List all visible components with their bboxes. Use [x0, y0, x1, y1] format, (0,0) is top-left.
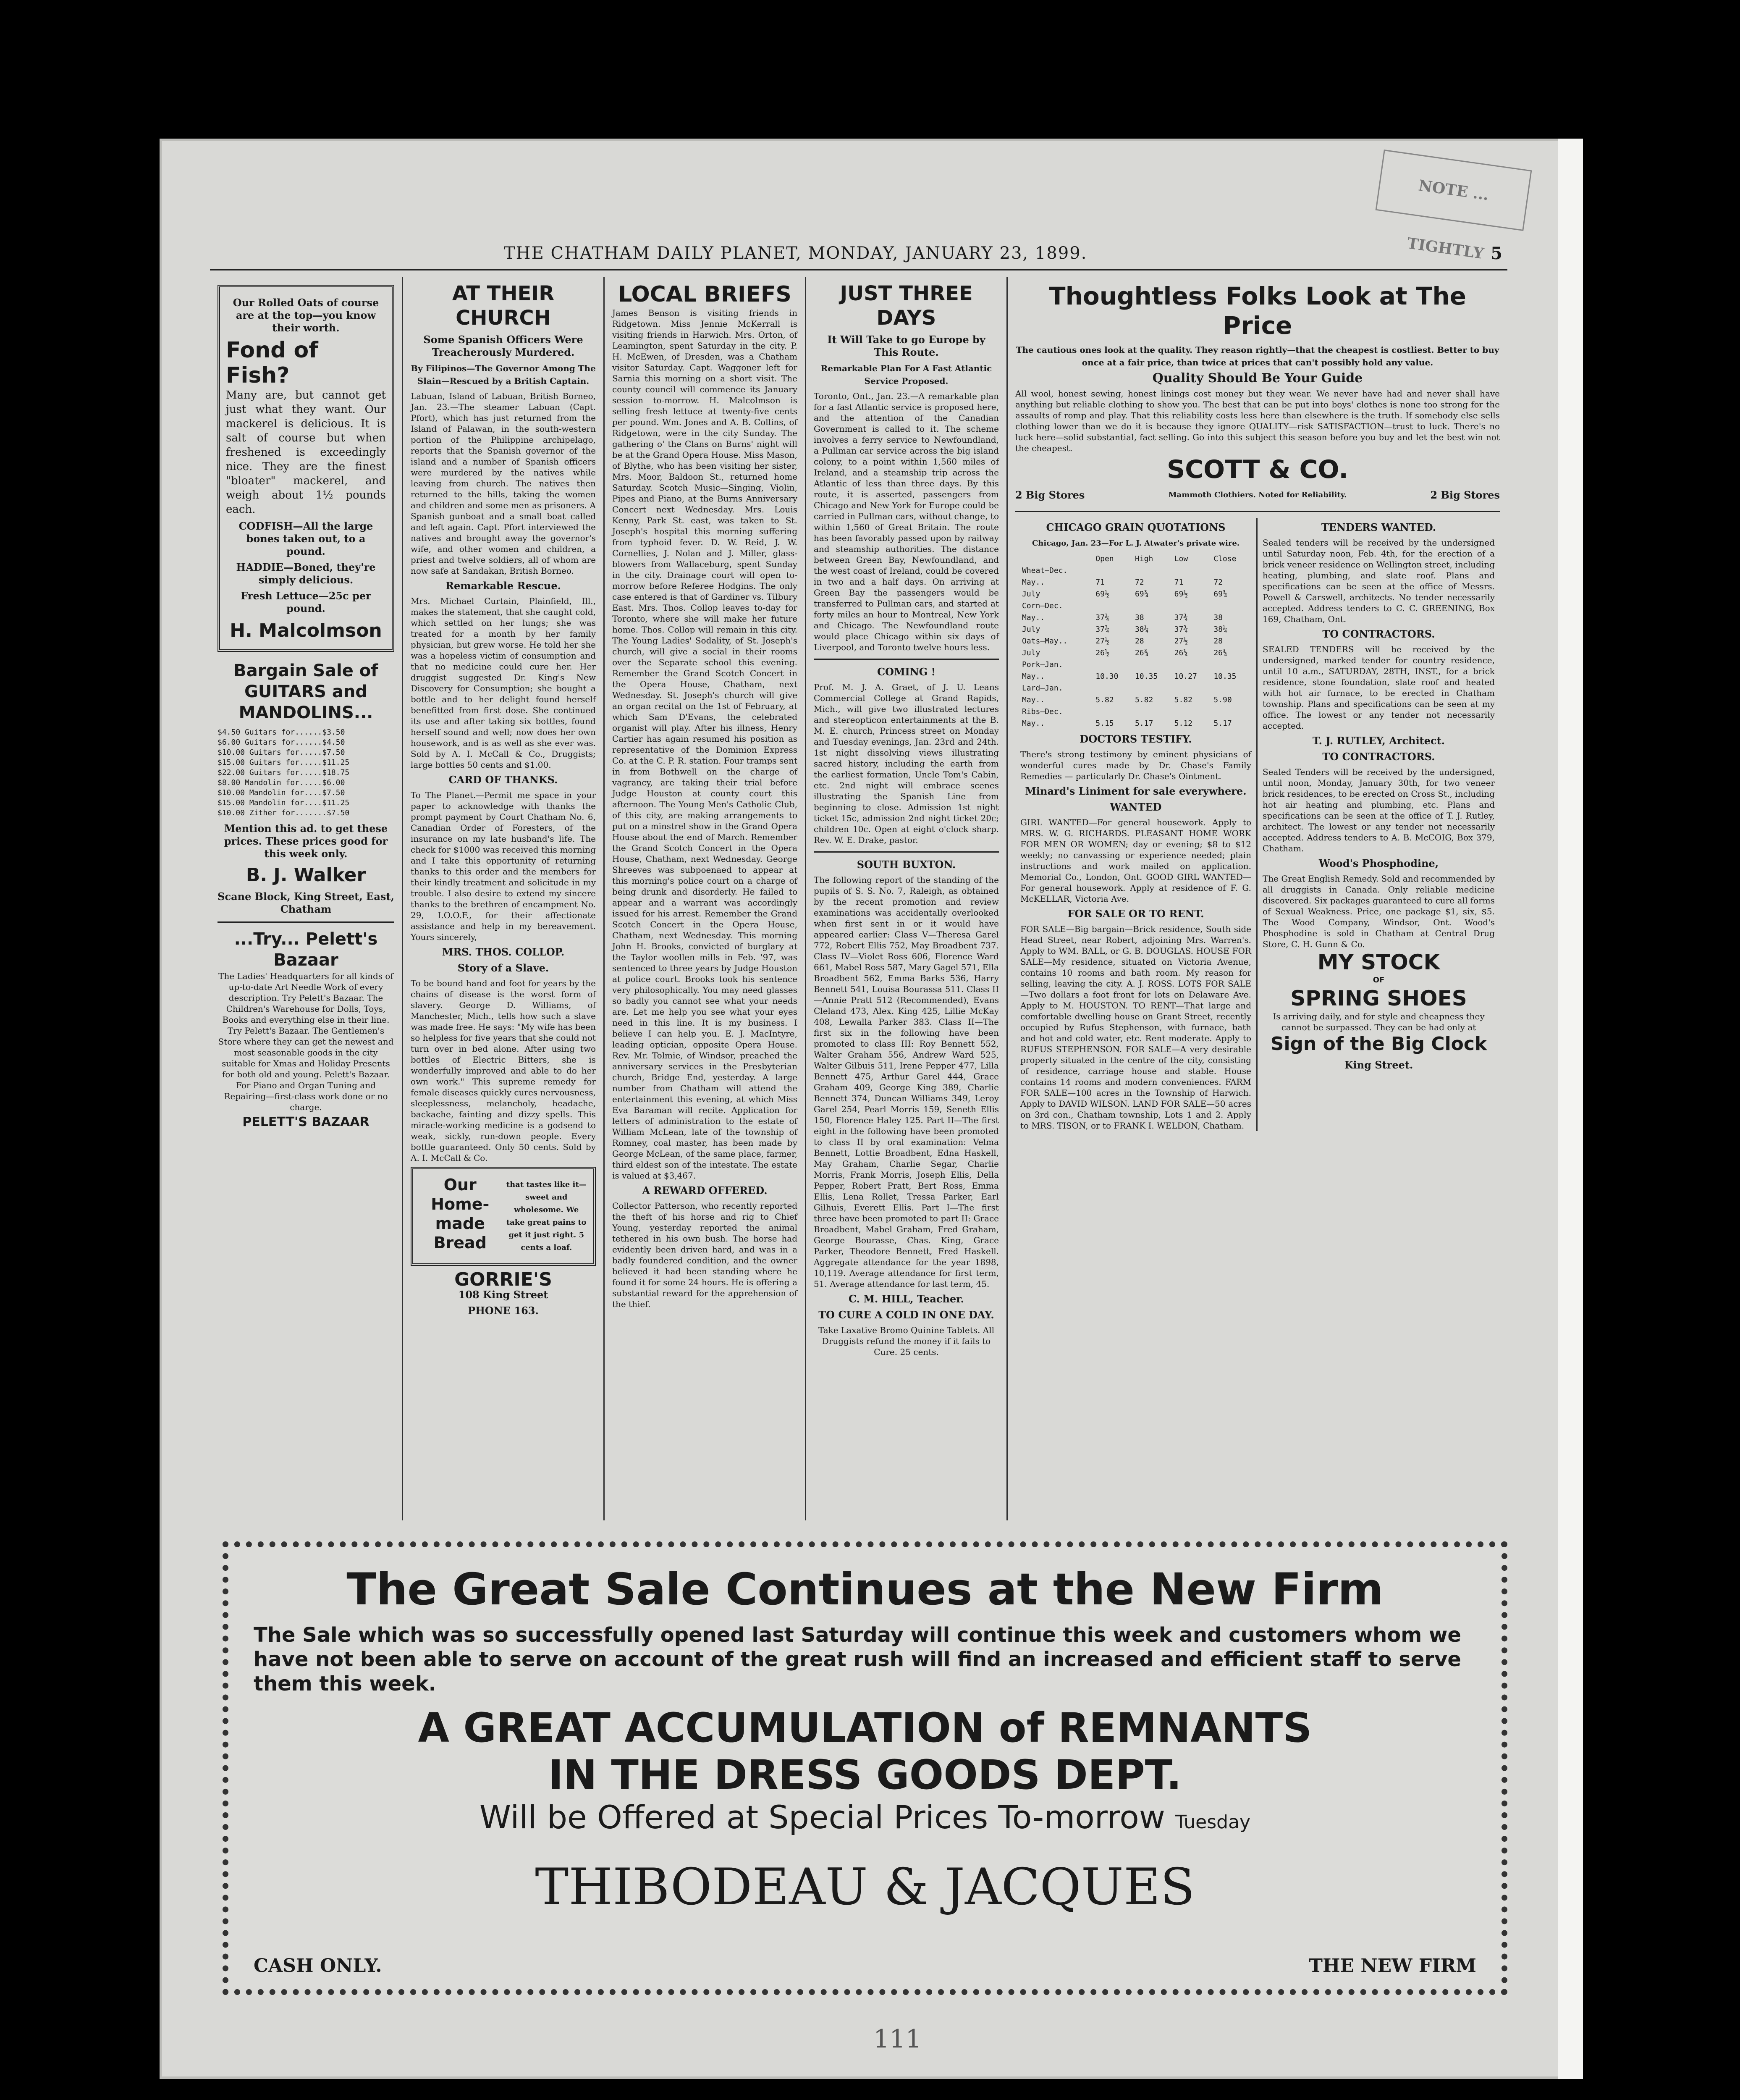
grain-cell: 26¼ [1174, 648, 1188, 657]
minard-line: Minard's Liniment for sale everywhere. [1025, 785, 1247, 797]
bread-side: that tastes like it—sweet and wholesome. We take great pains to get it just right. 5 cents a loaf. [506, 1180, 587, 1252]
ad-line-3 [254, 1798, 1476, 1841]
grain-cell: 69½ [1095, 590, 1109, 598]
grain-cell [1173, 706, 1212, 718]
cold-title: TO CURE A COLD IN ONE DAY. [818, 1309, 994, 1321]
grain-cell: Wheat—Dec. [1022, 566, 1068, 575]
grain-row [1020, 635, 1251, 647]
scott-intro: The cautious ones look at the quality. They reason rightly—that the cheapest is costliest. Better to buy once at a fair price, than twice at prices that can't possibly hold any value. [1016, 345, 1499, 368]
grain-cell [1212, 600, 1251, 612]
slave-body: To be bound hand and foot for years by the chains of disease is the worst form of slavery. George D. Williams, of Manchester, Mich., tells how such a slave was made free. He says: "My wife has been so helpless for five years that she could not turn over in bed alone. After using two bottles of Electric Bitters, she is wonderfully improved and able to do her own work." This supreme remedy for female diseases quickly cures nervousness, sleeplessness, melancholy, headache, backache, fainting and dizzy spells. This miracle-working medicine is a godsend to weak, sickly, run-down people. Every bottle guaranteed. Only 50 cents. Sold by A. I. McCall & Co. [411, 978, 596, 1163]
grain-subtitle: Chicago, Jan. 23—For L. J. Atwater's private wire. [1032, 539, 1240, 548]
shoes-street: King Street. [1344, 1059, 1413, 1071]
grain-cell: 5.17 [1213, 719, 1232, 728]
grain-header-row [1020, 553, 1251, 565]
page-edge [1558, 139, 1583, 2079]
masthead-line: THE CHATHAM DAILY PLANET, MONDAY, JANUARY 23, 1899. [504, 244, 1088, 263]
rescue-body: Mrs. Michael Curtain, Plainfield, Ill., makes the statement, that she caught cold, which settled on her lungs; she was treated for a month by her family physician, but grew worse. He told her she was a hopeless victim of consumption and that no medicine could cure her. Her druggist suggested Dr. King's New Discovery for Consumption; she bought a bottle and to her delight found herself benefitted from first dose. She continued its use and after taking six bottles, found herself sound and well; now does her own housework, and is as well as she ever was. Sold by A. I. McCall & Co., Druggists; large bottles 50 cents and $1.00. [411, 596, 596, 770]
newspaper-page [160, 139, 1583, 2079]
grain-cell: Lard—Jan. [1022, 684, 1063, 693]
church-body: Labuan, Island of Labuan, British Borneo, Jan. 23.—The steamer Labuan (Capt. Pfort), which has just returned from the Island of Palawan, in the south-western portion of the Philippine archipelago, reports that the Spanish governor of the island and a number of Spanish officers were murdered by the natives while leaving from church. The natives then returned to the hills, taking the women and children and some men as prisoners. A Spanish gunboat and a small boat called and left again. Capt. Pfort interviewed the natives and brought away the governor's wife, and other women and children, a priest and twelve soldiers, all of whom are now safe at Sandakan, British Borneo. [411, 391, 596, 576]
grain-cell: 10.30 [1095, 672, 1119, 681]
local-briefs-body: James Benson is visiting friends in Ridgetown. Miss Jennie McKerrall is visiting friends in Harwich. Mrs. Orton, of Leamington, spent Saturday in the city. P. H. McEwen, of Dresden, was a Chatham visitor Saturday. Capt. Waggoner left for Sarnia this morning on a short visit. The county council will commence its January session to-morrow. H. Malcolmson is selling fresh lettuce at twenty-five cents per pound. Wm. Jones and A. B. Collins, of Ridgetown, were in the city Sunday. The gathering o' the Clans on Burns' night will be at the Grand Opera House. Miss Mason, of Blythe, who has been visiting her sister, Mrs. Moor, Baldoon St., returned home Saturday. Scotch Music—Singing, Violin, Pipes and Piano, at the Burns Anniversary Concert next Wednesday. Mrs. Louis Kenny, Park St. east, was taken to St. Joseph's hospital this morning suffering from typhoid fever. D. W. Reid, J. W. Cornellies, J. Nolan and J. Miller, glass-blowers from Wallaceburg, spent Sunday in the city. Drainage court will open to-morrow before Referee Hodgins. The only case entered is that of Gardiner vs. Tilbury East. Mrs. Thos. Collop leaves to-day for Toronto, where she will make her future home. Thos. Collop will remain in this city. The Young Ladies' Sodality, of St. Joseph's church, will give a social in their rooms over the Separate school this evening. Remember the Grand Scotch Concert in the Opera House, Chatham, next Wednesday. St. Joseph's church will give an organ recital on the 1st of February, at which Sam D'Evans, the celebrated organist will play. After his illness, Henry Cartier has again resumed his position as representative of the Dominion Express Co. at the C. P. R. station. Four tramps sent in from Bothwell on the charge of vagrancy, are taking their trial before Judge Houston at county court this afternoon. The Young Men's Catholic Club, of this city, are making arrangements to put on a minstrel show in the Grand Opera House about the end of March. Remember the Grand Scotch Concert in the Opera House, Chatham, next Wednesday. George Shreeves was subpoenaed to appear at this morning's police court on a charge of being drunk and disorderly. He failed to appear and a warrant was accordingly issued for his arrest. Remember the Grand Scotch Concert in the Opera House, Chatham, next Wednesday. This morning John H. Brooks, convicted of burglary at the Taylor woollen mills in Feb. '97, was sentenced to three years by Judge Houston at police court. Brooks took his sentence very philosophically. You may need glasses so badly you cannot see what your needs are. Let me help you see what your eyes need in this line. It is my business. I believe I can help you. E. J. MacIntyre, leading optician, opposite Opera House. Rev. Mr. Tolmie, of Windsor, preached the anniversary services in the Presbyterian church, Bridge End, yesterday. A large number from Chatham will attend the entertainment this evening, at which Miss Eva Baraman will recite. Application for letters of administration to the estate of William McLean, late of the township of Romney, coal master, has been made by George McLean, of the same place, farmer, third eldest son of the intestate. The estate is valued at $3,467. [612, 308, 797, 1181]
grain-cell: 71 [1174, 578, 1184, 587]
grain-cell: 37¾ [1174, 613, 1188, 622]
reward-title: A REWARD OFFERED. [642, 1184, 768, 1197]
bazaar-title: ...Try... Pelett's Bazaar [234, 929, 378, 970]
doctors-title: DOCTORS TESTIFY. [1080, 733, 1192, 745]
grain-cell: 28 [1213, 637, 1223, 646]
grain-cell [1212, 565, 1251, 577]
grain-cell [1173, 682, 1212, 694]
grain-table [1020, 553, 1251, 730]
archive-stamp: NOTE ... TIGHTLY [1376, 150, 1532, 231]
grain-header-cell: Low [1174, 554, 1188, 563]
bread-shop: GORRIE'S [454, 1269, 552, 1290]
column-5 [1008, 277, 1507, 1520]
grain-cell [1094, 600, 1133, 612]
grain-cell: 37¾ [1095, 613, 1109, 622]
grain-cell: Pork—Jan. [1022, 660, 1063, 669]
price-line: $22.00 Guitars for.....$18.75 [218, 768, 350, 777]
ad-headline: The Great Sale Continues at the New Firm [346, 1564, 1384, 1615]
ad-tuesday: Tuesday [1175, 1811, 1251, 1833]
grain-cell: 72 [1213, 578, 1223, 587]
grain-title: CHICAGO GRAIN QUOTATIONS [1046, 521, 1226, 533]
grain-cell [1133, 600, 1173, 612]
price-line: $15.00 Guitars for.....$11.25 [218, 758, 350, 767]
grain-cell: 5.82 [1135, 696, 1153, 704]
grain-cell: 5.17 [1135, 719, 1153, 728]
guitar-title: Bargain Sale of GUITARS and MANDOLINS... [233, 661, 378, 722]
thanks-signature: MRS. THOS. COLLOP. [442, 946, 565, 958]
price-line: $4.50 Guitars for......$3.50 [218, 728, 345, 737]
grain-cell: 26¾ [1135, 648, 1149, 657]
grain-cell [1212, 706, 1251, 718]
local-briefs-headline: LOCAL BRIEFS [618, 282, 791, 307]
thanks-body: To The Planet.—Permit me space in your paper to acknowledge with thanks the prompt payment by Court Chatham No. 6, Canadian Order of Foresters, of the insurance on my late husband's life. The check for $1000 was received this morning and I take this opportunity of returning thanks to this order and the members for their kindly treatment and solicitude in my trouble. I also desire to extend my sincere thanks to the brethren of encampment No. 29, I.O.O.F., for their affectionate assistance and help in my bereavement. Yours sincerely, [411, 790, 596, 942]
bread-title: Our Home-made Bread [431, 1176, 490, 1252]
grain-row [1020, 671, 1251, 682]
grain-cell: May.. [1022, 613, 1045, 622]
grain-cell: May.. [1022, 719, 1045, 728]
grain-cell [1212, 682, 1251, 694]
price-line: $10.00 Mandolin for....$7.50 [218, 788, 345, 797]
grain-row [1020, 682, 1251, 694]
shoes-main: SPRING SHOES [1290, 986, 1467, 1011]
scott-body: All wool, honest sewing, honest linings cost money but they wear. We never have had and never shall have anything but reliable clothing to show you. The best that can be put into boys' clothes is none too strong for the assaults of romp and play. That this reliability costs less here than elsewhere is the truth. If somebody else sells clothing lower than we do it is because they ignore QUALITY—risk SATISFACTION—trust to luck. There's no luck here—solid substantial, fact selling. Go into this subject this season before you buy and let the best win not the cheapest. [1015, 388, 1500, 453]
fish-intro: Our Rolled Oats of course are at the top—you know their worth. [233, 297, 379, 334]
fish-title: Fond of Fish? [226, 338, 318, 388]
price-line: $10.00 Zither for.......$7.50 [218, 808, 350, 817]
grain-cell [1133, 659, 1173, 671]
ad-firm: THIBODEAU & JACQUES [535, 1858, 1195, 1916]
three-days-body: Toronto, Ont., Jan. 23.—A remarkable plan for a fast Atlantic service is proposed here, and the attention of the Canadian Government is called to it. The scheme involves a ferry service to Newfoundland, a Pullman car service across the big island colony, to a point within 1,560 miles of Ireland, and a steamship trip across the Atlantic of less than three days. By this route, it is asserted, passengers from Chicago and New York for Europe could be carried in Pullman cars, without change, to within 1,560 of Great Britain. The route has been favorably passed upon by railway and steamship authorities. The distance between Green Bay, Newfoundland, and the west coast of Ireland, could be covered in two and a half days. On arriving at Green Bay the passengers would be transferred to Pullman cars, and started at forty miles an hour to Montreal, New York and Chicago. The Newfoundland route would place Chicago within six days of Liverpool, and Toronto twelve hours less. [814, 391, 999, 652]
wood-body: The Great English Remedy. Sold and recommended by all druggists in Canada. Only reliable medicine discovered. Six packages guaranteed to cure all forms of Sexual Weakness. Price, one package $1, six, $5. The Wood Company, Windsor, Ont. Wood's Phosphodine is sold in Chatham at Central Drug Store, C. H. Gunn & Co. [1263, 874, 1495, 949]
fish-body: Many are, but cannot get just what they want. Our mackerel is delicious. It is salt of course but when freshened is exceedingly nice. They are the finest "bloater" mackerel, and weigh about 1½ pounds each. [226, 389, 386, 516]
grain-cell: 69¾ [1135, 590, 1149, 598]
divider [218, 921, 394, 923]
bazaar-footer: PELETT'S BAZAAR [242, 1115, 369, 1129]
grain-cell: July [1022, 590, 1040, 598]
grain-cell: 38¼ [1213, 625, 1227, 634]
column-2 [403, 277, 605, 1520]
walker-address: Scane Block, King Street, East, Chatham [218, 890, 394, 915]
shoes-shop: Sign of the Big Clock [1270, 1033, 1487, 1055]
grain-cell: May.. [1022, 672, 1045, 681]
grain-header-cell: Close [1213, 554, 1237, 563]
sale-title: FOR SALE OR TO RENT. [1067, 908, 1204, 920]
scott-firm: SCOTT & CO. [1166, 455, 1349, 484]
shoes-body: Is arriving daily, and for style and cheapness they cannot be surpassed. They can be had only at [1273, 1011, 1485, 1032]
grain-cell: July [1022, 625, 1040, 634]
grain-cell: 38 [1135, 613, 1144, 622]
grain-cell: 10.35 [1213, 672, 1237, 681]
column-5-left [1015, 518, 1258, 1131]
grain-cell: 28 [1135, 637, 1144, 646]
coming-title: COMING ! [877, 666, 936, 678]
bread-address: 108 King Street [458, 1289, 548, 1301]
grain-row [1020, 588, 1251, 600]
cold-body: Take Laxative Bromo Quinine Tablets. All Druggists refund the money if it fails to Cure. 25 cents. [818, 1325, 995, 1357]
grain-rows [1020, 565, 1251, 730]
grain-cell [1173, 565, 1212, 577]
grain-row [1020, 624, 1251, 635]
malcolmson-ad [218, 285, 394, 652]
wood-title: Wood's Phosphodine, [1318, 857, 1439, 869]
grain-cell: 38 [1213, 613, 1223, 622]
grain-row [1020, 718, 1251, 730]
grain-header-cell: High [1135, 554, 1153, 563]
contractors-1-signature: T. J. RUTLEY, Architect. [1312, 735, 1445, 747]
grain-row [1020, 647, 1251, 659]
column-4 [806, 277, 1008, 1520]
grain-cell: Oats—May.. [1022, 637, 1068, 646]
grain-cell: 38¼ [1135, 625, 1149, 634]
shoes-top: MY STOCK [1317, 950, 1440, 974]
grain-row [1020, 659, 1251, 671]
sale-body: FOR SALE—Big bargain—Brick residence, South side Head Street, near Robert, adjoining Mrs. Warren's. Apply to WM. BALL, or G. B. DOUGLAS. HOUSE FOR SALE—My residence, situated on Victoria Avenue, contains 10 rooms and bath room. My reason for selling, leaving the city. A. J. ROSS. LOTS FOR SALE—Two dollars a foot front for lots on Delaware Ave. Apply to M. HOUSTON. TO RENT—That large and comfortable dwelling house on Grant Street, recently occupied by Rufus Stephenson, with furnace, bath and hot and cold water, etc. Rent moderate. Apply to RUFUS STEPHENSON. FOR SALE—A very desirable property situated in the centre of the city, consisting of residence, carriage house and stable. House contains 14 rooms and modern conveniences. FARM FOR SALE—100 acres in the Township of Harwich. Apply to DAVID WILSON. LAND FOR SALE—50 acres on 3rd con., Chatham township, Lots 1 and 2. Apply to MRS. TISON, or to FRANK I. WELDON, Chatham. [1020, 924, 1251, 1131]
price-line: $6.00 Guitars for......$4.50 [218, 738, 345, 747]
grain-row [1020, 612, 1251, 624]
contractors-2-title: TO CONTRACTORS. [1322, 751, 1435, 763]
grain-cell [1173, 600, 1212, 612]
ad-line-3-text: Will be Offered at Special Prices To-morrow [479, 1798, 1165, 1836]
ad-line-1: A GREAT ACCUMULATION of REMNANTS [418, 1704, 1312, 1751]
grain-cell: 71 [1095, 578, 1105, 587]
buxton-body: The following report of the standing of the pupils of S. S. No. 7, Raleigh, as obtained by the recent promotion and review examinations was accidentally overlooked when first sent in or it would have appeared earlier: Class V—Theresa Garel 772, Robert Ellis 752, May Broadbent 737. Class IV—Violet Ross 606, Florence Ward 661, Mabel Ross 587, Mary Gagel 571, Ella Broadbent 562, Emma Barks 536, Harry Bennett 541, Louisa Bourassa 511. Class II—Annie Pratt 512 (Recommended), Evans Cleland 473, Alex. King 425, Lillie McKay 408, Lewalla Parker 383. Class II—The first six in the following have been promoted to class III: Roy Bennett 552, Walter Graham 556, Andrew Ward 525, Walter Gilbuis 511, Irene Pepper 477, Lilla Bennett 475, Arthur Garel 444, Grace Graham 409, George King 389, Charlie Bennett 374, Duncan Williams 349, Leroy Garel 254, Pearl Morris 159, Seneth Ellis 150, Florence Haley 125. Part II—The first eight in the following have been promoted to class II by oral examination: Velma Bennett, Lottie Broadbent, Edna Haskell, May Graham, Charlie Segar, Charlie Morris, Frank Morris, Joseph Ellis, Della Pepper, Robert Pratt, Bert Ross, Emma Ellis, Lena Rollet, Tressa Parker, Earl Gilhuis, Everett Ellis. Part I—The first three have been promoted to part II: Grace Broadbent, Mabel Graham, Fred Graham, George Bourasse, Chas. King, Grace Parker, Theodore Bennett, Fred Haskell. Aggregate attendance for the year 1898, 10,119. Average attendance for first term, 51. Average attendance for last term, 45. [814, 875, 999, 1289]
lettuce-line: Fresh Lettuce—25c per pound. [241, 590, 371, 614]
ad-new-firm: THE NEW FIRM [1309, 1955, 1476, 1977]
ad-line-2: IN THE DRESS GOODS DEPT. [548, 1751, 1182, 1798]
grain-cell: May.. [1022, 578, 1045, 587]
page-footer-mark: 111 [873, 2024, 922, 2054]
grain-cell: 5.90 [1213, 696, 1232, 704]
grain-cell: Corn—Dec. [1022, 601, 1063, 610]
coming-body: Prof. M. J. A. Graet, of J. U. Leans Commercial College at Grand Rapids, Mich., will give two illustrated lectures and stereopticon entertainments at the B. M. E. church, Princess street on Monday and Tuesday evenings, Jan. 23rd and 24th. 1st night dissolving views illustrating sacred history, including the earth from the earliest formation, Uncle Tom's Cabin, etc. 2nd night will embrace scenes illustrating the Spanish Line from beginning to close. Admission 1st night ticket 15c, admission 2nd night ticket 20c; children 10c. Open at eight o'clock sharp. Rev. W. E. Drake, pastor. [814, 682, 999, 845]
grain-cell: 69½ [1174, 590, 1188, 598]
grain-cell [1133, 682, 1173, 694]
grain-cell: May.. [1022, 696, 1045, 704]
grain-row [1020, 577, 1251, 588]
price-line: $10.00 Guitars for.....$7.50 [218, 748, 345, 757]
divider [1015, 511, 1500, 512]
tenders-body: Sealed tenders will be received by the undersigned until Saturday noon, Feb. 4th, for the erection of a brick veneer residence on Wellington street, including heating, plumbing, and slate roof. Plans and specifications can be seen at the office of Messrs. Powell & Carswell, architects. No tender necessarily accepted. Address tenders to C. C. GREENING, Box 169, Chatham, Ont. [1263, 538, 1495, 624]
grain-cell: 5.15 [1095, 719, 1114, 728]
rescue-title: Remarkable Rescue. [445, 580, 561, 592]
grain-cell [1212, 659, 1251, 671]
thanks-title: CARD OF THANKS. [448, 774, 558, 786]
codfish-line: CODFISH—All the large bones taken out, to a pound. [238, 520, 373, 557]
grain-cell: 69¾ [1213, 590, 1227, 598]
page-header [210, 239, 1507, 270]
stores-right: 2 Big Stores [1430, 489, 1500, 501]
wanted-body: GIRL WANTED—For general housework. Apply to MRS. W. G. RICHARDS. PLEASANT HOME WORK FOR MEN OR WOMEN; day or evening; $8 to $12 weekly; no canvassing or experience needed; plain instructions and work mailed on application. Memorial Co., London, Ont. GOOD GIRL WANTED—For general housework. Apply at residence of F. G. McKELLAR, Victoria Ave. [1020, 817, 1251, 904]
three-days-deck: Remarkable Plan For A Fast Atlantic Service Proposed. [820, 363, 992, 386]
grain-cell: Ribs—Dec. [1022, 707, 1063, 716]
grain-cell: 26¾ [1213, 648, 1227, 657]
grain-cell: 37¾ [1095, 625, 1109, 634]
thibodeau-ad [223, 1541, 1507, 1995]
grain-cell [1094, 706, 1133, 718]
scott-guide: Quality Should Be Your Guide [1152, 371, 1363, 386]
column-5-right [1258, 518, 1500, 1131]
divider [814, 851, 999, 853]
church-headline: AT THEIR CHURCH [452, 282, 555, 330]
grain-cell: 10.27 [1174, 672, 1197, 681]
bread-phone: PHONE 163. [468, 1305, 539, 1317]
grain-cell: 5.82 [1095, 696, 1114, 704]
grain-row [1020, 706, 1251, 718]
tenders-title: TENDERS WANTED. [1321, 521, 1436, 533]
column-5-split [1015, 518, 1500, 1131]
walker-name: B. J. Walker [246, 864, 366, 886]
page-number: 5 [1491, 244, 1503, 263]
guitar-price-list [218, 727, 394, 818]
grain-header-cell: Open [1095, 554, 1114, 563]
price-line: $15.00 Mandolin for....$11.25 [218, 798, 350, 807]
stores-middle: Mammoth Clothiers. Noted for Reliability. [1168, 491, 1347, 499]
grain-cell [1133, 565, 1173, 577]
grain-cell: 72 [1135, 578, 1144, 587]
contractors-2-body: Sealed Tenders will be received by the undersigned, until noon, Monday, January 30th, for two veneer brick residences, to be erected on Cross St., including hot air heating and plumbing, etc. Plans and specifications can be seen at the office of T. J. Rutley, architect. The lowest or any tender not necessarily accepted. Address tenders to A. B. McCOIG, Box 379, Chatham. [1263, 767, 1495, 853]
bread-ad [411, 1167, 596, 1266]
buxton-title: SOUTH BUXTON. [857, 858, 956, 871]
grain-row [1020, 565, 1251, 577]
shoes-of: OF [1373, 976, 1385, 984]
grocer-name: H. Malcolmson [230, 620, 382, 641]
scott-stores-row [1015, 486, 1500, 505]
haddie-line: HADDIE—Boned, they're simply delicious. [236, 561, 376, 586]
grain-cell: 10.35 [1135, 672, 1158, 681]
column-1 [210, 277, 403, 1520]
grain-cell [1173, 659, 1212, 671]
grain-cell: 5.12 [1174, 719, 1192, 728]
grain-cell: 5.82 [1174, 696, 1192, 704]
grain-row [1020, 600, 1251, 612]
scott-headline: Thoughtless Folks Look at The Price [1049, 282, 1466, 340]
grain-cell: 37¾ [1174, 625, 1188, 634]
ad-cash-only: CASH ONLY. [254, 1955, 382, 1977]
reward-body: Collector Patterson, who recently reported the theft of his horse and rig to Chief Young, yesterday reported the animal tethered in his own bush. The horse had evidently been driven hard, and was in a badly foundered condition, and the owner believed it had been standing where he found it for some 24 hours. He is offering a substantial reward for the apprehension of the thief. [612, 1201, 797, 1309]
contractors-1-body: SEALED TENDERS will be received by the undersigned, marked tender for country residence, until 10 a.m., SATURDAY, 28TH, INST., for a brick residence, stone foundation, slate roof and heated with hot air furnace, to be erected in Chatham township. Plans and specifications can be seen at my office. The lowest or any tender not necessarily accepted. [1263, 644, 1495, 731]
guitar-note: Mention this ad. to get these prices. These prices good for this week only. [224, 822, 388, 860]
grain-cell: 26½ [1095, 648, 1109, 657]
grain-cell: July [1022, 648, 1040, 657]
grain-row [1020, 694, 1251, 706]
grain-cell: 27½ [1095, 637, 1109, 646]
grain-cell [1094, 659, 1133, 671]
buxton-signature: C. M. HILL, Teacher. [848, 1293, 964, 1305]
ad-footer [254, 1955, 1476, 1977]
column-3 [605, 277, 806, 1520]
grain-header-cell [1020, 553, 1094, 565]
stores-left: 2 Big Stores [1015, 489, 1085, 501]
slave-title: Story of a Slave. [457, 962, 549, 974]
grain-cell [1094, 682, 1133, 694]
ad-paragraph: The Sale which was so successfully opened last Saturday will continue this week and customers whom we have not been able to serve on account of the great rush will find an increased and efficient staff to serve them this week. [254, 1623, 1461, 1696]
three-days-subheadline: It Will Take to go Europe by This Route. [827, 333, 985, 358]
church-deck: By Filipinos—The Governor Among The Slain—Rescued by a British Captain. [411, 363, 596, 386]
price-line: $8.00 Mandolin for.....$6.00 [218, 778, 345, 787]
bazaar-body: The Ladies' Headquarters for all kinds of up-to-date Art Needle Work of every description. Try Pelett's Bazaar. The Children's Warehouse for Dolls, Toys, Books and everything else in their line. Try Pelett's Bazaar. The Gentlemen's Store where they can get the newest and most seasonable goods in the city suitable for Xmas and Holiday Presents for both old and young. Pelett's Bazaar. For Piano and Organ Tuning and Repairing—first-class work done or no charge. [218, 971, 394, 1112]
divider [814, 659, 999, 660]
grain-cell [1094, 565, 1133, 577]
grain-cell: 27½ [1174, 637, 1188, 646]
church-subheadline: Some Spanish Officers Were Treacherously Murdered. [423, 333, 583, 358]
grain-cell [1133, 706, 1173, 718]
wanted-title: WANTED [1110, 801, 1162, 813]
contractors-1-title: TO CONTRACTORS. [1322, 628, 1435, 640]
doctors-body: There's strong testimony by eminent physicians of wonderful cures made by Dr. Chase's Family Remedies — particularly Dr. Chase's Ointment. [1020, 749, 1251, 781]
three-days-headline: JUST THREE DAYS [840, 282, 973, 330]
